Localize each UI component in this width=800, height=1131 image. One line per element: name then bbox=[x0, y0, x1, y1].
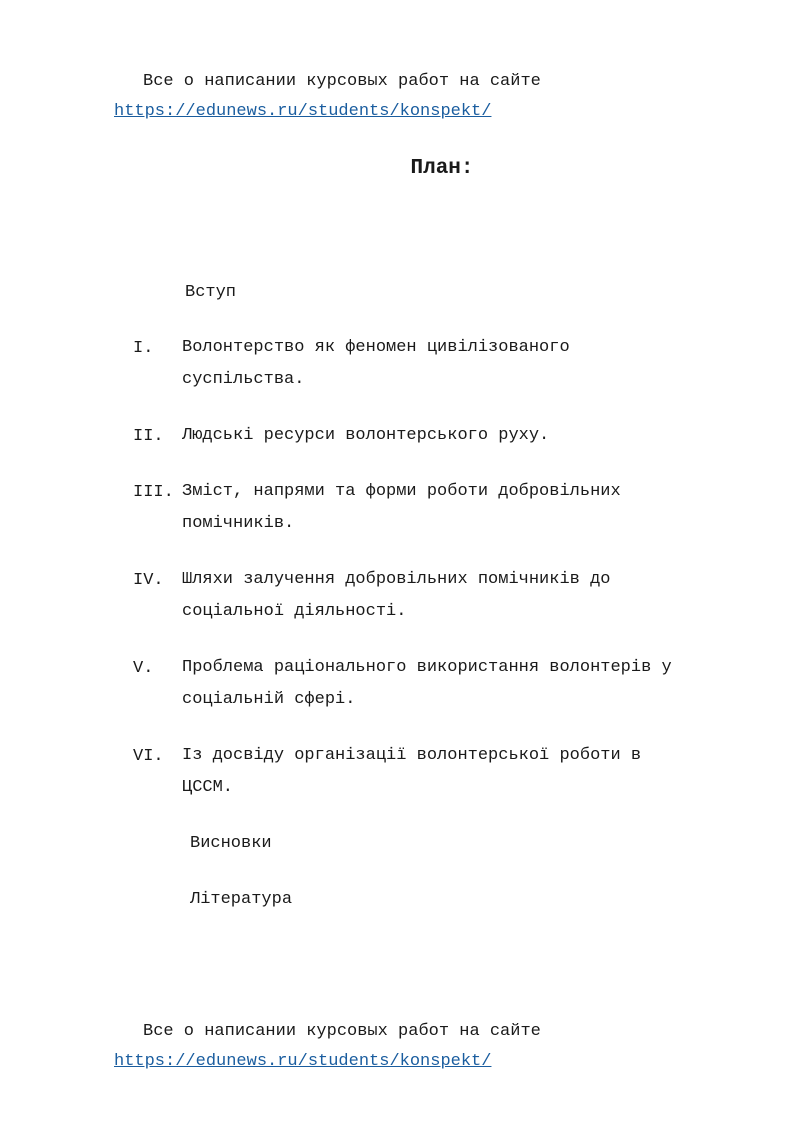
plan-item-text: Зміст, напрями та форми роботи добровільних помічників. bbox=[182, 482, 621, 533]
plan-item-number: II. bbox=[133, 427, 164, 446]
plan-item-number: VI. bbox=[133, 747, 164, 766]
plan-item-text: Із досвіду організації волонтерської роботи в ЦССМ. bbox=[182, 746, 642, 797]
conclusions-entry: Висновки bbox=[190, 834, 272, 853]
plan-item-number: V. bbox=[133, 659, 154, 678]
plan-item-number: III. bbox=[133, 483, 174, 502]
header-note: Все о написании курсовых работ на сайте bbox=[143, 72, 541, 91]
plan-item-text: Волонтерство як феномен цивілізованого суспільства. bbox=[182, 338, 570, 389]
plan-item-text: Людські ресурси волонтерського руху. bbox=[182, 426, 550, 445]
plan-item-text: Проблема раціонального використання волонтерів у соціальній сфері. bbox=[182, 658, 672, 709]
header-link[interactable]: https://edunews.ru/students/konspekt/ bbox=[114, 102, 492, 121]
footer-link[interactable]: https://edunews.ru/students/konspekt/ bbox=[114, 1052, 492, 1071]
plan-item-number: I. bbox=[133, 339, 154, 358]
footer-note: Все о написании курсовых работ на сайте bbox=[143, 1022, 541, 1041]
page-title: План: bbox=[410, 157, 474, 180]
plan-item-text: Шляхи залучення добровільних помічників до соціальної діяльності. bbox=[182, 570, 611, 621]
plan-item-number: IV. bbox=[133, 571, 164, 590]
intro-entry: Вступ bbox=[185, 283, 237, 302]
literature-entry: Література bbox=[190, 890, 293, 909]
